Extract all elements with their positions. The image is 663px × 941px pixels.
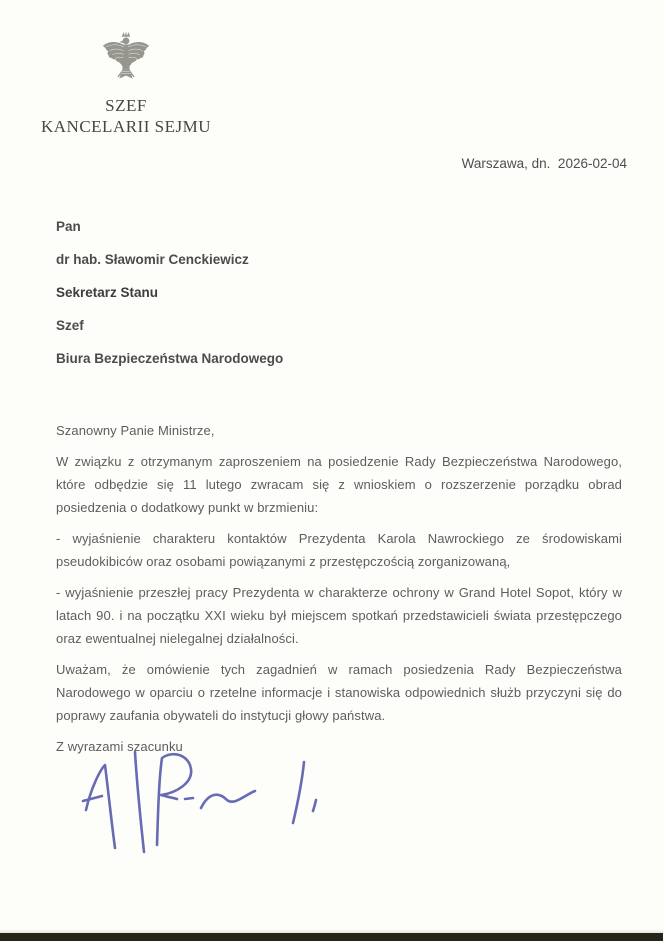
place-and-date: Warszawa, dn. 2026-02-04 [461,156,627,171]
paragraph-request: W związku z otrzymanym zaproszeniem na posiedzenie Rady Bezpieczeństwa Narodowego, które odbędzie się 11 lutego zwracam się z wnioskiem o rozszerzenie porządku obrad posiedzenia o dodatkowy punkt w brzmieniu: [56,454,622,515]
letterhead-title-line2: KANCELARII SEJMU [41,117,211,136]
recipient-position: Szef [56,318,84,333]
agenda-point-2: - wyjaśnienie przeszłej pracy Prezydenta w charakterze ochrony w Grand Hotel Sopot, który w latach 90. i na początku XXI wieku był miejscem spotkań przedstawicieli świata przestępczego oraz ewentualnej nielegalnej działalności. [56,585,622,646]
page-bottom-edge [0,933,663,941]
polish-eagle-icon [100,30,152,91]
paragraph-justification: Uważam, że omówienie tych zagadnień w ramach posiedzenia Rady Bezpieczeństwa Narodowego w oparciu o rzetelne informacje i stanowiska odpowiednich służb przyczyni się do poprawy zaufania obywateli do instytucji głowy państwa. [56,662,622,723]
recipient-block [56,217,283,382]
recipient-institution: Biura Bezpieczeństwa Narodowego [56,351,284,366]
recipient-title: Sekretarz Stanu [56,285,159,300]
recipient-name: dr hab. Sławomir Cenckiewicz [56,252,249,267]
agenda-point-1: - wyjaśnienie charakteru kontaktów Prezydenta Karola Nawrockiego ze środowiskami pseudokibiców oraz osobami powiązanymi z przestępczością zorganizowaną, [56,531,622,569]
letterhead [38,30,214,137]
handwritten-signature [73,744,328,856]
letter-body [56,419,622,766]
closing-formula: Z wyrazami szacunku [56,739,183,754]
salutation: Szanowny Panie Ministrze, [56,423,215,438]
letterhead-title-line1: SZEF [105,96,147,115]
recipient-honorific: Pan [56,219,81,234]
